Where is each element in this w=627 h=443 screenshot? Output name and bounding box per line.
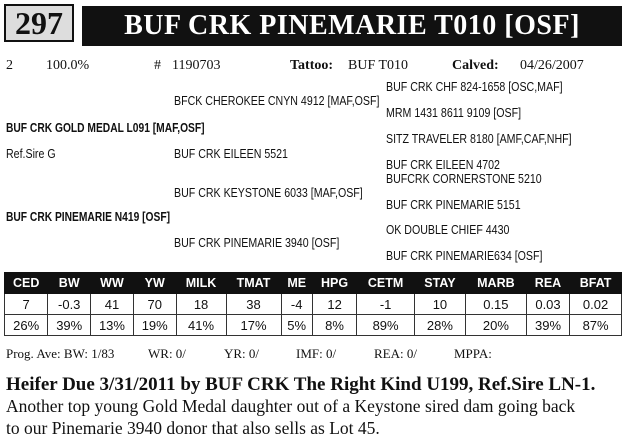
epd-accuracy: 28% — [414, 315, 465, 336]
epd-header: WW — [91, 273, 134, 294]
prog-yr: YR: 0/ — [224, 346, 260, 361]
epd-header: ME — [281, 273, 312, 294]
epd-accuracy: 39% — [526, 315, 569, 336]
epd-value: 7 — [5, 294, 48, 315]
epd-value: -4 — [281, 294, 312, 315]
epd-value: 0.02 — [570, 294, 622, 315]
ped-sss: BUF CRK CHF 824-1658 [OSC,MAF] — [386, 80, 563, 94]
calved-value: 04/26/2007 — [520, 58, 584, 73]
ped-sire-note: Ref.Sire G — [6, 147, 56, 161]
prog-wr: WR: 0/ — [148, 346, 186, 361]
ped-dam-sire: BUF CRK KEYSTONE 6033 [MAF,OSF] — [174, 186, 363, 200]
epd-accuracy: 5% — [281, 315, 312, 336]
epd-value: 18 — [176, 294, 226, 315]
epd-header: HPG — [312, 273, 356, 294]
reg-number: 1190703 — [172, 58, 221, 73]
epd-accuracy: 19% — [133, 315, 176, 336]
prog-bw: Prog. Ave: BW: 1/83 — [6, 346, 115, 361]
epd-header: BW — [48, 273, 91, 294]
prog-mppa: MPPA: — [454, 346, 492, 361]
epd-table — [4, 272, 622, 336]
ped-dds: OK DOUBLE CHIEF 4430 — [386, 223, 510, 237]
epd-header: REA — [526, 273, 569, 294]
ped-dam-dam: BUF CRK PINEMARIE 3940 [OSF] — [174, 236, 340, 250]
epd-value-row — [5, 294, 622, 315]
epd-accuracy: 39% — [48, 315, 91, 336]
ped-dam: BUF CRK PINEMARIE N419 [OSF] — [6, 210, 171, 224]
ped-ssd: MRM 1431 8611 9109 [OSF] — [386, 106, 522, 120]
reg-label: # — [154, 58, 161, 73]
epd-header: STAY — [414, 273, 465, 294]
epd-accuracy: 8% — [312, 315, 356, 336]
calved-label: Calved: — [452, 58, 499, 73]
ped-ddd: BUF CRK PINEMARIE634 [OSF] — [386, 249, 543, 263]
epd-accuracy: 87% — [570, 315, 622, 336]
ped-dss: BUFCRK CORNERSTONE 5210 — [386, 172, 542, 186]
ped-sire: BUF CRK GOLD MEDAL L091 [MAF,OSF] — [6, 121, 205, 135]
epd-accuracy: 13% — [91, 315, 134, 336]
epd-accuracy: 26% — [5, 315, 48, 336]
tattoo-label: Tattoo: — [290, 58, 334, 73]
epd-accuracy-row — [5, 315, 622, 336]
ped-dsd: BUF CRK PINEMARIE 5151 — [386, 198, 521, 212]
ped-sdd: BUF CRK EILEEN 4702 — [386, 158, 500, 172]
notes-body-line: Another top young Gold Medal daughter out of a Keystone sired dam going back — [6, 396, 576, 416]
epd-accuracy: 89% — [357, 315, 415, 336]
epd-value: 41 — [91, 294, 134, 315]
ped-sds: SITZ TRAVELER 8180 [AMF,CAF,NHF] — [386, 132, 572, 146]
ped-sire-sire: BFCK CHEROKEE CNYN 4912 [MAF,OSF] — [174, 94, 380, 108]
notes-body-line: to our Pinemarie 3940 donor that also sells as Lot 45. — [6, 418, 380, 438]
epd-value: 12 — [312, 294, 356, 315]
epd-header-row — [5, 273, 622, 294]
info-percent: 100.0% — [46, 58, 90, 73]
prog-imf: IMF: 0/ — [296, 346, 337, 361]
animal-title: BUF CRK PINEMARIE T010 [OSF] — [82, 6, 622, 46]
epd-value: 70 — [133, 294, 176, 315]
prog-rea: REA: 0/ — [374, 346, 417, 361]
tattoo-value: BUF T010 — [348, 58, 409, 73]
epd-value: -0.3 — [48, 294, 91, 315]
epd-accuracy: 41% — [176, 315, 226, 336]
epd-header: TMAT — [226, 273, 281, 294]
epd-header: MILK — [176, 273, 226, 294]
epd-value: 38 — [226, 294, 281, 315]
epd-header: CETM — [357, 273, 415, 294]
epd-value: 10 — [414, 294, 465, 315]
epd-accuracy: 20% — [465, 315, 526, 336]
epd-accuracy: 17% — [226, 315, 281, 336]
epd-value: 0.03 — [526, 294, 569, 315]
ped-sire-dam: BUF CRK EILEEN 5521 — [174, 147, 288, 161]
epd-value: -1 — [357, 294, 415, 315]
epd-value: 0.15 — [465, 294, 526, 315]
epd-header: BFAT — [570, 273, 622, 294]
epd-header: YW — [133, 273, 176, 294]
epd-header: MARB — [465, 273, 526, 294]
lot-number: 297 — [4, 4, 74, 42]
notes-headline: Heifer Due 3/31/2011 by BUF CRK The Right Kind U199, Ref.Sire LN-1. — [6, 374, 596, 395]
epd-header: CED — [5, 273, 48, 294]
info-count: 2 — [6, 58, 13, 73]
